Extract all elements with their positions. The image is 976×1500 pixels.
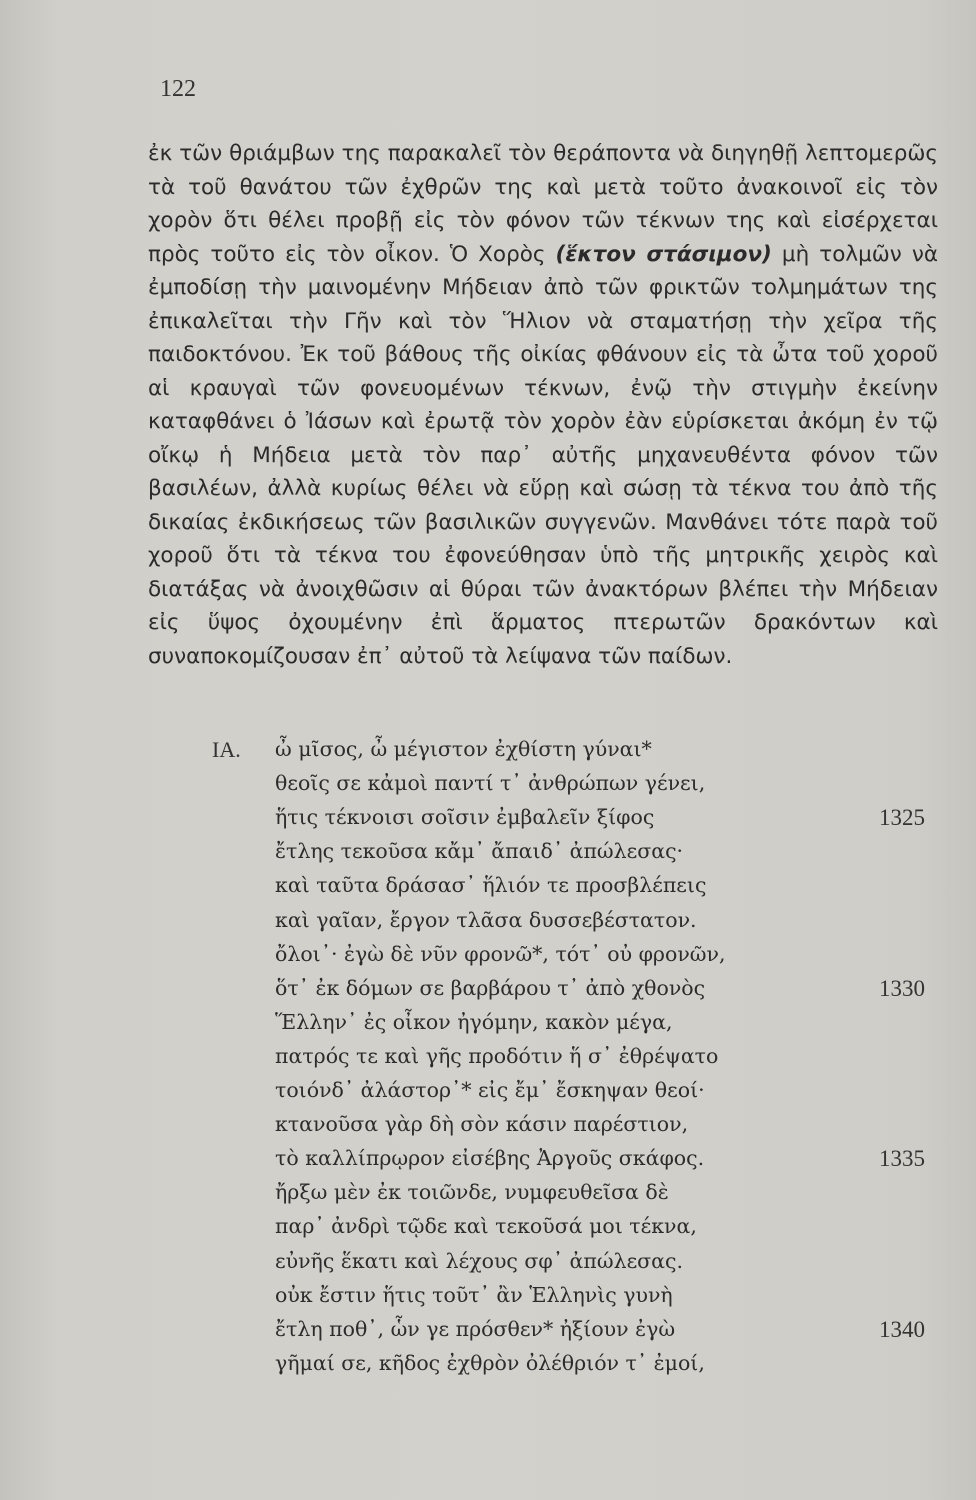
verse-line: [275, 1112, 925, 1146]
page-number: 122: [160, 76, 196, 102]
verse-text: τὸ καλλίπρῳρον εἰσέβης Ἀργοῦς σκάφος.: [275, 1146, 705, 1171]
verse-text: ὦ μῖσος, ὦ μέγιστον ἐχθίστη γύναι*: [275, 737, 652, 761]
verse-line: [275, 771, 925, 805]
verse-text: οὐκ ἔστιν ἥτις τοῦτ᾽ ἂν Ἑλληνὶς γυνὴ: [275, 1282, 673, 1307]
prose-stasimon-label: (ἕκτον στάσιμον): [555, 241, 772, 267]
prose-text-before: ἐκ τῶν θριάμβων της παρακαλεῖ τὸν θεράποντα νὰ διηγηθῇ λεπτομερῶς τὰ τοῦ θανάτου τῶν ἐχθρῶν της καὶ μετὰ τοῦτο ἀνακοινοῖ εἰς τὸν χορὸν ὅτι θέλει προβῇ εἰς τὸν φόνον τῶν τέκνων της καὶ εἰσέρχεται πρὸς τοῦτο εἰς τὸν οἶκον. Ὁ Χορὸς: [148, 141, 938, 267]
verse-text: καὶ ταῦτα δράσασ᾽ ἥλιόν τε προσβλέπεις: [275, 873, 707, 898]
line-number: 1335: [879, 1146, 925, 1172]
verse-line: [275, 805, 925, 839]
verse-text: θεοῖς σε κἀμοὶ παντί τ᾽ ἀνθρώπων γένει,: [275, 771, 706, 796]
verse-text: εὐνῆς ἕκατι καὶ λέχους σφ᾽ ἀπώλεσας.: [275, 1248, 684, 1273]
verse-text: τοιόνδ᾽ ἀλάστορ᾽* εἰς ἔμ᾽ ἔσκηψαν θεοί·: [275, 1078, 705, 1102]
verse-line: [275, 839, 925, 873]
verse-text: ἥτις τέκνοισι σοῖσιν ἐμβαλεῖν ξίφος: [275, 805, 655, 830]
verse-line: [275, 1351, 925, 1385]
verse-line: [275, 1317, 925, 1351]
verse-line: [275, 1283, 925, 1317]
verse-text: πατρός τε καὶ γῆς προδότιν ἥ σ᾽ ἐθρέψατο: [275, 1043, 719, 1068]
verse-text: ἤρξω μὲν ἐκ τοιῶνδε, νυμφευθεῖσα δὲ: [275, 1180, 669, 1205]
prose-text-after: μὴ τολμῶν νὰ ἐμποδίσῃ τὴν μαινομένην Μήδειαν ἀπὸ τῶν φρικτῶν τολμημάτων της ἐπικαλεῖται τὴν Γῆν καὶ τὸν Ἥλιον νὰ σταματήσῃ τὴν χεῖρα τῆς παιδοκτόνου. Ἐκ τοῦ βάθους τῆς οἰκίας φθάνουν εἰς τὰ ὦτα τοῦ χοροῦ αἱ κραυγαὶ τῶν φονευομένων τέκνων, ἐνῷ τὴν στιγμὴν ἐκείνην καταφθάνει ὁ Ἰάσων καὶ ἐρωτᾷ τὸν χορὸν ἐὰν εὑρίσκεται ἀκόμη ἐν τῷ οἴκῳ ἡ Μήδεια μετὰ τὸν παρ᾽ αὐτῆς μηχανευθέντα φόνον τῶν βασιλέων, ἀλλὰ κυρίως θέλει νὰ εὕρῃ καὶ σώσῃ τὰ τέκνα του ἀπὸ τῆς δικαίας ἐκδικήσεως τῶν βασιλικῶν συγγενῶν. Μανθάνει τότε παρὰ τοῦ χοροῦ ὅτι τὰ τέκνα του ἐφονεύθησαν ὑπὸ τῆς μητρικῆς χειρὸς καὶ διατάξας νὰ ἀνοιχθῶσιν αἱ θύραι τῶν ἀνακτόρων βλέπει τὴν Μήδειαν εἰς ὕψος ὀχουμένην ἐπὶ ἅρματος πτερωτῶν δρακόντων καὶ συναποκομίζουσαν ἐπ᾽ αὐτοῦ τὰ λείψανα τῶν παίδων.: [148, 241, 939, 669]
line-number: 1330: [879, 975, 925, 1001]
verse-line: [275, 873, 925, 907]
verse-line: [275, 976, 925, 1010]
verse-text: ὄλοι᾽· ἐγὼ δὲ νῦν φρονῶ*, τότ᾽ οὐ φρονῶν,: [275, 941, 726, 966]
verse-text: ἔτλης τεκοῦσα κἄμ᾽ ἄπαιδ᾽ ἀπώλεσας·: [275, 839, 684, 864]
verse-line: [275, 1044, 925, 1078]
verse-line: [275, 1180, 925, 1214]
verse-text: παρ᾽ ἀνδρὶ τῷδε καὶ τεκοῦσά μοι τέκνα,: [275, 1214, 697, 1239]
line-number: 1340: [879, 1316, 925, 1342]
line-number: 1325: [879, 805, 925, 831]
speaker-label: ΙΑ.: [212, 737, 241, 762]
verse-text: κτανοῦσα γὰρ δὴ σὸν κάσιν παρέστιον,: [275, 1112, 689, 1137]
verse-line: [275, 908, 925, 942]
verse-text: ὅτ᾽ ἐκ δόμων σε βαρβάρου τ᾽ ἀπὸ χθονὸς: [275, 975, 706, 1000]
verse-text: γῆμαί σε, κῆδος ἐχθρὸν ὀλέθριόν τ᾽ ἐμοί,: [275, 1350, 705, 1375]
verse-line: [275, 1214, 925, 1248]
verse-line: [275, 942, 925, 976]
verse-line: [275, 737, 925, 771]
prose-paragraph: [148, 137, 938, 673]
verse-line: [275, 1249, 925, 1283]
verse-line: [275, 1078, 925, 1112]
verse-text: ἔτλη ποθ᾽, ὧν γε πρόσθεν* ἠξίουν ἐγὼ: [275, 1316, 676, 1341]
verse-line: [275, 1010, 925, 1044]
verse-text: καὶ γαῖαν, ἔργον τλᾶσα δυσσεβέστατον.: [275, 907, 697, 932]
verse-text: Ἕλλην᾽ ἐς οἶκον ἠγόμην, κακὸν μέγα,: [275, 1009, 673, 1034]
verse-line: [275, 1146, 925, 1180]
